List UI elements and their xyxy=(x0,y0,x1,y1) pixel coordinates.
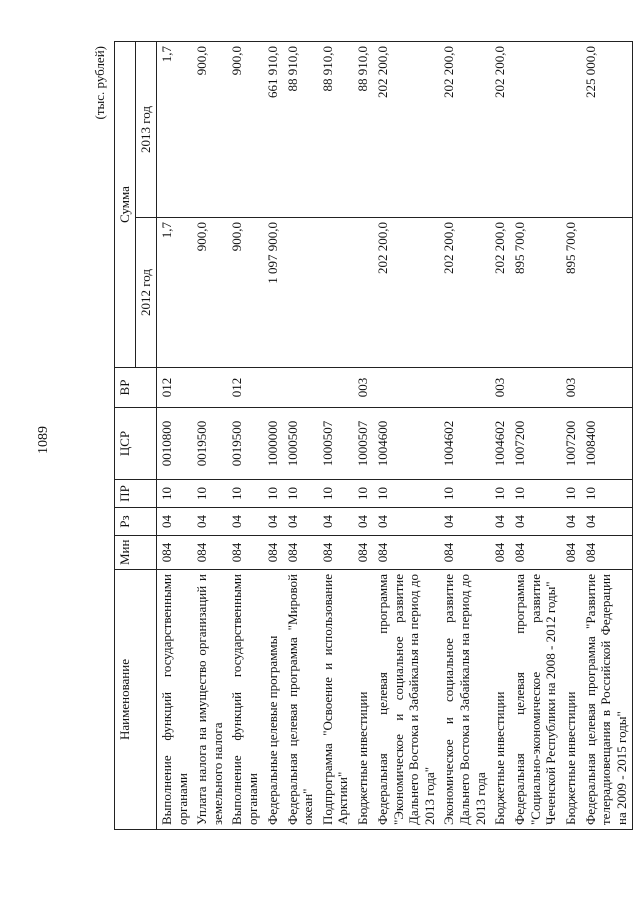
cell-csr: 1004602 xyxy=(490,408,510,480)
cell-name: Федеральная целевая программа "Мировой океан" xyxy=(283,570,318,830)
cell-rz: 04 xyxy=(353,508,373,536)
cell-y2012 xyxy=(353,218,373,368)
header-name: Наименование xyxy=(115,570,157,830)
cell-csr: 1000507 xyxy=(318,408,353,480)
cell-min: 084 xyxy=(263,536,283,570)
cell-pr: 10 xyxy=(157,480,193,508)
cell-min: 084 xyxy=(373,536,439,570)
table-row xyxy=(157,42,193,830)
cell-csr: 1008400 xyxy=(581,408,632,480)
cell-pr: 10 xyxy=(318,480,353,508)
cell-y2012: 895 700,0 xyxy=(510,218,561,368)
cell-y2013: 225 000,0 xyxy=(581,42,632,218)
cell-y2013: 900,0 xyxy=(227,42,262,218)
cell-csr: 1004600 xyxy=(373,408,439,480)
cell-rz: 04 xyxy=(373,508,439,536)
cell-min: 084 xyxy=(318,536,353,570)
cell-y2013: 661 910,0 xyxy=(263,42,283,218)
table-body xyxy=(157,42,633,830)
units-note: (тыс. рублей) xyxy=(92,46,107,120)
cell-min: 084 xyxy=(353,536,373,570)
cell-name: Подпрограмма "Освоение и использование Арктики" xyxy=(318,570,353,830)
cell-name: Федеральная целевая программа "Развитие телерадиовещания в Российской Федерации на 2009 - 2015 годы" xyxy=(581,570,632,830)
cell-vr xyxy=(318,368,353,408)
cell-vr xyxy=(439,368,490,408)
cell-name: Бюджетные инвестиции xyxy=(490,570,510,830)
cell-csr: 0019500 xyxy=(227,408,262,480)
cell-vr xyxy=(263,368,283,408)
cell-y2012: 900,0 xyxy=(227,218,262,368)
cell-min: 084 xyxy=(157,536,193,570)
cell-pr: 10 xyxy=(263,480,283,508)
header-2012: 2012 год xyxy=(136,218,157,368)
cell-rz: 04 xyxy=(581,508,632,536)
cell-y2013: 88 910,0 xyxy=(353,42,373,218)
cell-min: 084 xyxy=(561,536,581,570)
cell-name: Бюджетные инвестиции xyxy=(353,570,373,830)
cell-name: Федеральные целевые программы xyxy=(263,570,283,830)
cell-csr: 1004602 xyxy=(439,408,490,480)
cell-min: 084 xyxy=(510,536,561,570)
cell-name: Бюджетные инвестиции xyxy=(561,570,581,830)
table-row xyxy=(581,42,632,830)
cell-csr: 1007200 xyxy=(561,408,581,480)
cell-y2013: 900,0 xyxy=(192,42,227,218)
table-row xyxy=(192,42,227,830)
cell-y2012 xyxy=(581,218,632,368)
table-row xyxy=(227,42,262,830)
cell-min: 084 xyxy=(283,536,318,570)
cell-y2012: 900,0 xyxy=(192,218,227,368)
header-row-top xyxy=(115,42,136,830)
cell-pr: 10 xyxy=(439,480,490,508)
cell-y2013 xyxy=(510,42,561,218)
cell-y2012: 202 200,0 xyxy=(439,218,490,368)
cell-rz: 04 xyxy=(263,508,283,536)
cell-csr: 1007200 xyxy=(510,408,561,480)
cell-y2012 xyxy=(318,218,353,368)
cell-y2012 xyxy=(283,218,318,368)
cell-pr: 10 xyxy=(581,480,632,508)
cell-min: 084 xyxy=(439,536,490,570)
header-vr: ВР xyxy=(115,368,157,408)
cell-y2013: 88 910,0 xyxy=(283,42,318,218)
cell-vr: 003 xyxy=(490,368,510,408)
cell-y2013: 202 200,0 xyxy=(439,42,490,218)
cell-name: Федеральная целевая программа "Социально-экономическое развитие Чеченской Республики на 2008 - 2012 годы" xyxy=(510,570,561,830)
budget-table xyxy=(114,41,633,830)
cell-y2012: 895 700,0 xyxy=(561,218,581,368)
cell-vr: 012 xyxy=(227,368,262,408)
cell-rz: 04 xyxy=(490,508,510,536)
header-pr: ПР xyxy=(115,480,157,508)
header-rz: Рз xyxy=(115,508,157,536)
cell-pr: 10 xyxy=(227,480,262,508)
cell-rz: 04 xyxy=(283,508,318,536)
budget-table-sheet xyxy=(92,40,630,830)
cell-rz: 04 xyxy=(157,508,193,536)
cell-rz: 04 xyxy=(439,508,490,536)
header-2013: 2013 год xyxy=(136,42,157,218)
cell-csr: 1000500 xyxy=(283,408,318,480)
cell-name: Экономическое и социальное развитие Дальнего Востока и Забайкалья на период до 2013 года xyxy=(439,570,490,830)
cell-csr: 1000000 xyxy=(263,408,283,480)
cell-pr: 10 xyxy=(192,480,227,508)
cell-vr: 003 xyxy=(561,368,581,408)
header-csr: ЦСР xyxy=(115,408,157,480)
cell-y2013: 88 910,0 xyxy=(318,42,353,218)
cell-pr: 10 xyxy=(510,480,561,508)
table-row xyxy=(318,42,353,830)
cell-y2012: 202 200,0 xyxy=(373,218,439,368)
cell-rz: 04 xyxy=(318,508,353,536)
cell-y2012: 1 097 900,0 xyxy=(263,218,283,368)
cell-min: 084 xyxy=(490,536,510,570)
cell-pr: 10 xyxy=(353,480,373,508)
table-row xyxy=(439,42,490,830)
cell-rz: 04 xyxy=(192,508,227,536)
cell-pr: 10 xyxy=(373,480,439,508)
table-row xyxy=(353,42,373,830)
cell-pr: 10 xyxy=(283,480,318,508)
table-row xyxy=(263,42,283,830)
cell-vr xyxy=(581,368,632,408)
cell-name: Выполнение функций государственными органами xyxy=(227,570,262,830)
page-number: 1089 xyxy=(36,426,51,454)
table-row xyxy=(510,42,561,830)
cell-vr xyxy=(192,368,227,408)
cell-name: Федеральная целевая программа "Экономическое и социальное развитие Дальнего Востока и Забайкалья на период до 2013 года" xyxy=(373,570,439,830)
header-min: Мин xyxy=(115,536,157,570)
cell-min: 084 xyxy=(227,536,262,570)
cell-name: Выполнение функций государственными органами xyxy=(157,570,193,830)
cell-vr xyxy=(283,368,318,408)
cell-rz: 04 xyxy=(510,508,561,536)
cell-pr: 10 xyxy=(490,480,510,508)
cell-rz: 04 xyxy=(227,508,262,536)
cell-vr: 012 xyxy=(157,368,193,408)
table-row xyxy=(373,42,439,830)
cell-csr: 1000507 xyxy=(353,408,373,480)
cell-min: 084 xyxy=(581,536,632,570)
cell-min: 084 xyxy=(192,536,227,570)
cell-pr: 10 xyxy=(561,480,581,508)
cell-y2013: 1,7 xyxy=(157,42,193,218)
cell-csr: 0019500 xyxy=(192,408,227,480)
cell-vr xyxy=(373,368,439,408)
cell-name: Уплата налога на имущество организаций и земельного налога xyxy=(192,570,227,830)
cell-vr: 003 xyxy=(353,368,373,408)
header-sum: Сумма xyxy=(115,42,136,368)
table-row xyxy=(490,42,510,830)
cell-rz: 04 xyxy=(561,508,581,536)
cell-vr xyxy=(510,368,561,408)
cell-y2012: 1,7 xyxy=(157,218,193,368)
cell-y2013: 202 200,0 xyxy=(490,42,510,218)
cell-csr: 0010800 xyxy=(157,408,193,480)
cell-y2013: 202 200,0 xyxy=(373,42,439,218)
cell-y2012: 202 200,0 xyxy=(490,218,510,368)
table-row xyxy=(561,42,581,830)
table-row xyxy=(283,42,318,830)
cell-y2013 xyxy=(561,42,581,218)
